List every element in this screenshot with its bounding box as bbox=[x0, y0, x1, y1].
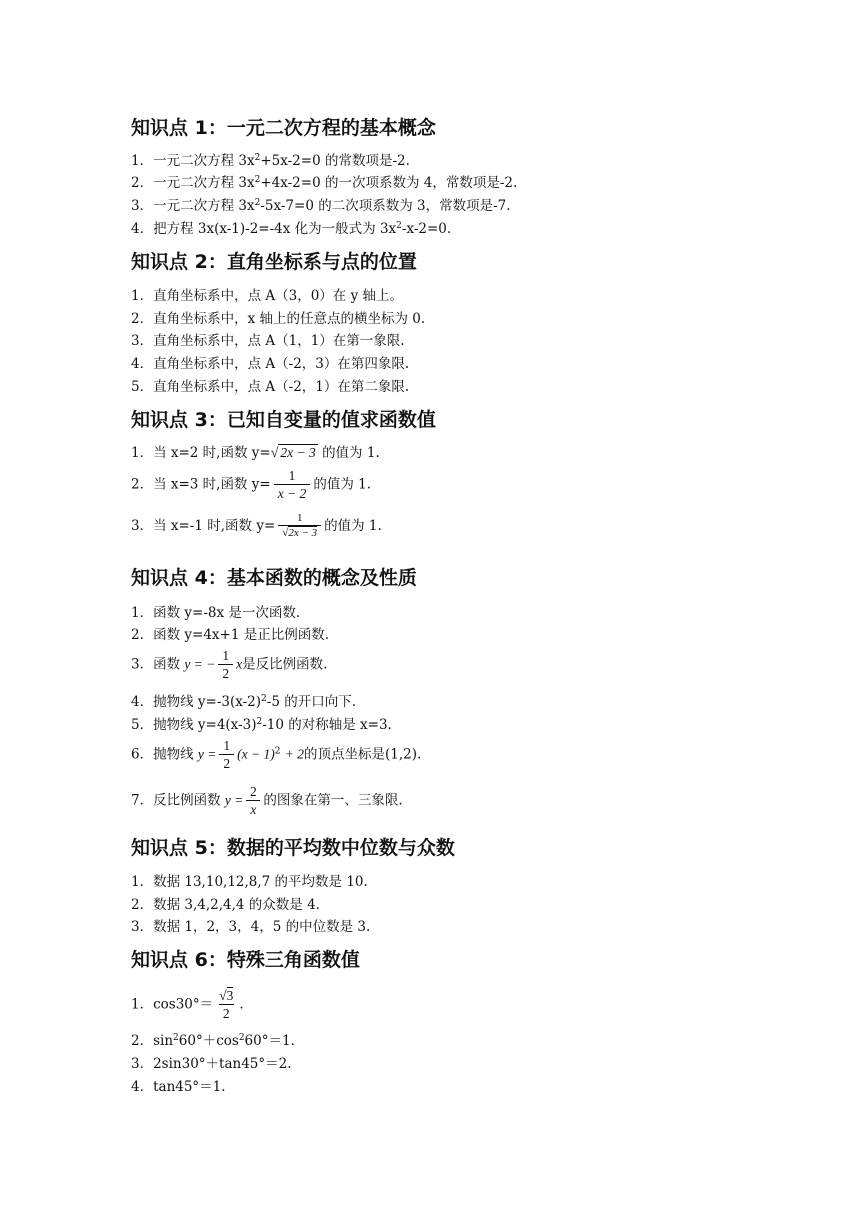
section-4-heading: 知识点 4：基本函数的概念及性质 bbox=[131, 567, 417, 589]
radical-sign: √ bbox=[270, 446, 279, 461]
fraction-numerator: 2 bbox=[250, 784, 257, 799]
s3-item-3 bbox=[131, 512, 382, 541]
s2-item-4: 4．直角坐标系中，点 A（-2，3）在第四象限. bbox=[131, 356, 410, 372]
section-2-heading: 知识点 2：直角坐标系与点的位置 bbox=[131, 251, 417, 273]
s6-item-4: 4．tan45°＝1. bbox=[131, 1079, 226, 1095]
s4-item-5-rest: -10 的对称轴是 x=3. bbox=[262, 717, 392, 733]
fraction bbox=[218, 648, 233, 682]
fraction bbox=[274, 468, 311, 502]
section-6-heading: 知识点 6：特殊三角函数值 bbox=[131, 949, 360, 971]
s6-item-2 bbox=[131, 1032, 295, 1050]
s6-item-2-sup: 2 bbox=[173, 1033, 179, 1043]
section-3-heading: 知识点 3：已知自变量的值求函数值 bbox=[131, 409, 436, 431]
s1-item-1-rest: +5x-2=0 的常数项是-2. bbox=[260, 153, 410, 169]
formula-exponent: 2 bbox=[274, 746, 281, 757]
s2-item-1: 1．直角坐标系中，点 A（3，0）在 y 轴上。 bbox=[131, 288, 404, 304]
s6-item-3: 3．2sin30°＋tan45°＝2. bbox=[131, 1056, 292, 1072]
s2-item-2: 2．直角坐标系中，x 轴上的任意点的横坐标为 0. bbox=[131, 311, 426, 327]
s1-item-2-text: 2．一元二次方程 3x bbox=[131, 175, 255, 191]
s1-item-2-sup: 2 bbox=[254, 175, 261, 185]
section-1-heading: 知识点 1：一元二次方程的基本概念 bbox=[131, 117, 436, 139]
s1-item-4-rest: -x-2=0. bbox=[401, 221, 452, 237]
s1-item-2-rest: +4x-2=0 的一次项系数为 4，常数项是-2. bbox=[260, 175, 518, 191]
s4-item-7 bbox=[131, 784, 403, 818]
s1-item-3-text: 3．一元二次方程 3x bbox=[131, 198, 255, 214]
fraction bbox=[219, 738, 234, 772]
s4-item-5 bbox=[131, 716, 392, 734]
fraction bbox=[216, 988, 236, 1022]
s4-item-5-sup: 2 bbox=[256, 717, 263, 727]
fraction-denominator: √2x − 3 bbox=[278, 525, 321, 541]
s1-item-3-sup: 2 bbox=[254, 198, 261, 208]
s4-item-6 bbox=[131, 738, 421, 772]
fraction-denominator: 2 bbox=[219, 754, 234, 772]
s6-item-2-sup2: 2 bbox=[238, 1033, 245, 1043]
radicand: 2x − 3 bbox=[280, 445, 316, 460]
s4-item-6-rest: 的顶点坐标是(1,2). bbox=[304, 746, 422, 763]
fraction-denominator: 2 bbox=[218, 664, 233, 682]
formula-lhs: y = bbox=[224, 792, 244, 808]
s3-item-3-rest: 的值为 1. bbox=[324, 518, 382, 534]
section-5-heading: 知识点 5：数据的平均数中位数与众数 bbox=[131, 837, 455, 859]
fraction-numerator: 1 bbox=[296, 512, 303, 524]
s4-item-6-text: 6．抛物线 bbox=[131, 746, 194, 763]
radicand: 3 bbox=[226, 988, 234, 1003]
s1-item-2 bbox=[131, 174, 517, 192]
s1-item-3-rest: -5x-7=0 的二次项系数为 3，常数项是-7. bbox=[260, 198, 511, 214]
sqrt-expression bbox=[271, 444, 318, 463]
fraction-denominator: x − 2 bbox=[274, 484, 311, 502]
formula-tail: + 2 bbox=[284, 746, 304, 762]
s6-item-1-text: 1．cos30°＝ bbox=[131, 996, 214, 1013]
s1-item-4-sup: 2 bbox=[396, 221, 402, 231]
s4-item-7-text: 7．反比例函数 bbox=[131, 792, 221, 809]
s6-item-1 bbox=[131, 988, 244, 1022]
s1-item-4 bbox=[131, 220, 451, 238]
fraction-numerator: 1 bbox=[222, 648, 230, 663]
fraction-numerator: 1 bbox=[223, 738, 231, 753]
s6-item-2-mid: 60°＋cos bbox=[178, 1033, 239, 1049]
fraction-numerator: √3 bbox=[219, 988, 234, 1003]
s4-item-3-rest: 是反比例函数. bbox=[242, 656, 328, 673]
s5-item-3: 3．数据 1，2，3，4，5 的中位数是 3. bbox=[131, 919, 371, 935]
s2-item-3: 3．直角坐标系中，点 A（1，1）在第一象限. bbox=[131, 333, 405, 349]
formula-lhs: y = bbox=[197, 746, 217, 762]
s4-item-3 bbox=[131, 648, 327, 682]
s1-item-4-text: 4．把方程 3x(x-1)-2=-4x 化为一般式为 3x bbox=[131, 221, 397, 237]
s4-item-4-rest: -5 的开口向下. bbox=[266, 694, 356, 710]
s4-item-5-text: 5．抛物线 y=4(x-3) bbox=[131, 717, 257, 733]
s3-item-2-rest: 的值为 1. bbox=[313, 476, 371, 493]
s3-item-2 bbox=[131, 468, 371, 502]
s5-item-2: 2．数据 3,4,2,4,4 的众数是 4. bbox=[131, 897, 320, 913]
s6-item-2-rest: 60°＝1. bbox=[244, 1033, 295, 1049]
s2-item-5: 5．直角坐标系中，点 A（-2，1）在第二象限. bbox=[131, 379, 410, 395]
fraction bbox=[278, 512, 321, 541]
fraction-numerator: 1 bbox=[288, 468, 296, 483]
s3-item-1-text: 1．当 x=2 时,函数 y= bbox=[131, 445, 271, 461]
s4-item-4-sup: 2 bbox=[261, 694, 267, 704]
s4-item-7-rest: 的图象在第一、三象限. bbox=[263, 792, 403, 809]
s1-item-1-sup: 2 bbox=[254, 153, 261, 163]
formula-variable: x bbox=[236, 656, 243, 672]
s6-item-2-text: 2．sin bbox=[131, 1033, 174, 1049]
fraction-denominator: x bbox=[246, 800, 260, 818]
s3-item-1-rest: 的值为 1. bbox=[322, 445, 380, 461]
s3-item-2-text: 2．当 x=3 时,函数 y= bbox=[131, 476, 271, 493]
s6-item-1-rest: . bbox=[239, 996, 244, 1013]
formula-term: (x − 1) bbox=[237, 746, 275, 762]
s4-item-2: 2．函数 y=4x+1 是正比例函数. bbox=[131, 627, 330, 643]
s5-item-1: 1．数据 13,10,12,8,7 的平均数是 10. bbox=[131, 874, 368, 890]
s4-item-1: 1．函数 y=-8x 是一次函数. bbox=[131, 605, 301, 621]
fraction bbox=[246, 784, 260, 818]
s4-item-3-text: 3．函数 bbox=[131, 656, 181, 673]
radicand: 2x − 3 bbox=[288, 527, 318, 539]
s3-item-3-text: 3．当 x=-1 时,函数 y= bbox=[131, 518, 276, 534]
s4-item-4 bbox=[131, 693, 356, 711]
s1-item-1 bbox=[131, 152, 410, 170]
formula-lhs: y = − bbox=[184, 656, 216, 672]
s4-item-4-text: 4．抛物线 y=-3(x-2) bbox=[131, 694, 262, 710]
fraction-denominator: 2 bbox=[219, 1004, 234, 1022]
s3-item-1 bbox=[131, 444, 380, 463]
s1-item-3 bbox=[131, 197, 511, 215]
s1-item-1-text: 1．一元二次方程 3x bbox=[131, 153, 255, 169]
